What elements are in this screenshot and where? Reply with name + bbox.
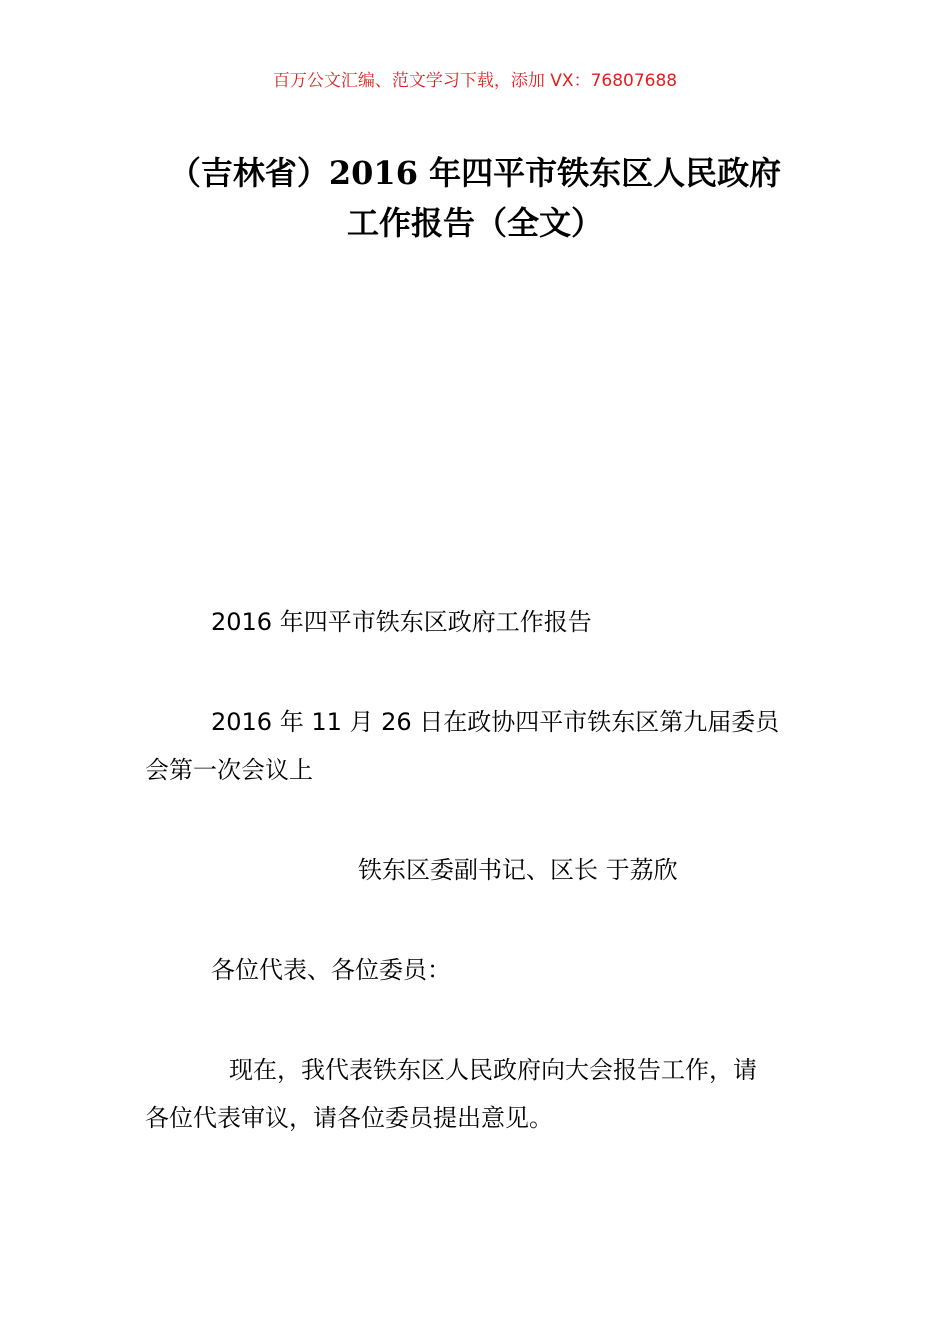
meeting-paragraph bbox=[145, 698, 810, 794]
promo-header bbox=[0, 68, 950, 94]
promo-text: 百万公文汇编、范文学习下载，添加 VX：76807688 bbox=[272, 71, 678, 91]
title-line-1: （吉林省）2016 年四平市铁东区人民政府 bbox=[168, 154, 782, 192]
report-subtitle-text: 2016 年四平市铁东区政府工作报告 bbox=[211, 608, 592, 636]
meeting-line-1: 2016 年 11 月 26 日在政协四平市铁东区第九届委员 bbox=[211, 708, 780, 736]
speaker-byline-text: 铁东区委副书记、区长 于荔欣 bbox=[358, 856, 678, 884]
meeting-line-2: 会第一次会议上 bbox=[145, 756, 313, 784]
opening-paragraph bbox=[145, 1046, 810, 1142]
title-line-2: 工作报告（全文） bbox=[346, 204, 603, 242]
speaker-byline bbox=[358, 846, 818, 894]
document-title bbox=[120, 148, 830, 248]
salutation-text: 各位代表、各位委员： bbox=[211, 956, 451, 984]
opening-line-1: 现在，我代表铁东区人民政府向大会报告工作，请 bbox=[229, 1056, 757, 1084]
opening-line-2: 各位代表审议，请各位委员提出意见。 bbox=[145, 1104, 553, 1132]
report-subtitle bbox=[145, 598, 876, 646]
salutation bbox=[145, 946, 876, 994]
